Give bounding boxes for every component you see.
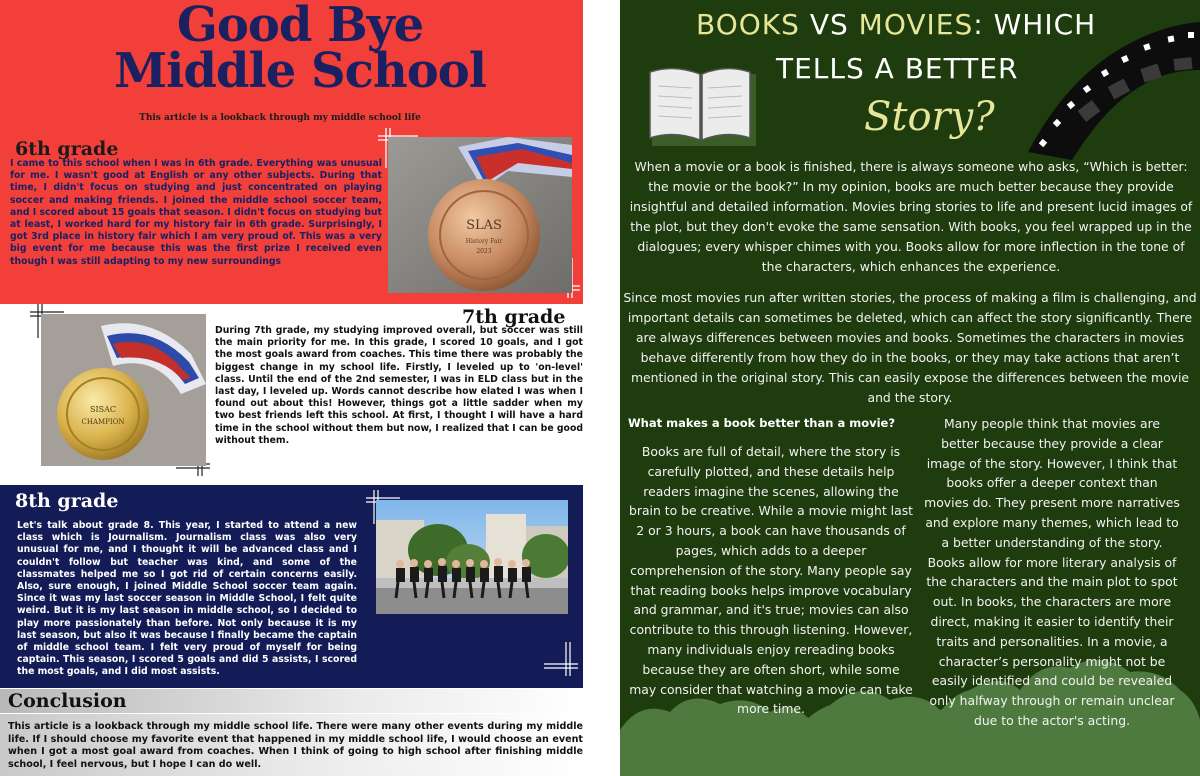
subtitle: This article is a lookback through my middle school life	[139, 113, 421, 123]
title-which: : WHICH	[973, 8, 1097, 41]
section-question-heading: What makes a book better than a movie?	[628, 416, 896, 430]
medal-text-slas: SLAS	[466, 218, 502, 233]
title-line-1: Good Bye	[176, 0, 424, 53]
film-strip-icon	[1010, 0, 1200, 160]
conclusion-heading: Conclusion	[8, 690, 127, 712]
intro-paragraph: When a movie or a book is finished, there is always someone who asks, “Which is better: the movie or the book?” In my opinion, books are much better because they provide insightful and detailed information. Movies bring stories to life and present lucid images of the plot, but they don't evoke the same sensation. With books, you feel wrapped up in the dialogues; every whisper chimes with you. Books allow for more inflection in the tone of the characters, which enhances the experience.	[629, 159, 1193, 274]
article-title-story: Story?	[864, 94, 995, 140]
history-fair-medal-photo	[388, 137, 572, 293]
second-paragraph: Since most movies run after written stories, the process of making a film is challenging, and important details can sometimes be deleted, which can affect the story significantly. There are always differences between movies and books. Sometimes the characters in movies behave differently from how they do in the books, or they may take actions that aren’t mentioned in the original story. This can easily expose the differences between the movie and the story.	[623, 290, 1197, 405]
grade6-text: I came to this school when I was in 6th grade. Everything was unusual for me. I wasn't good at English or any other subjects. During that time, I didn't focus on studying and just concentrated on playing soccer and making friends. I joined the middle school soccer team, and I scored about 15 goals that season. I didn't focus on studying but at least, I worked hard for my history fair in 6th grade. Surprisingly, I got 3rd place in history fair which I am very proud of. This was a very big event for me because this was the first prize I received even though I was still adapting to my new surroundings	[10, 158, 382, 267]
grade8-text: Let's talk about grade 8. This year, I started to attend a new class which is Journalism. Journalism class was also very unusual for me, and I thought it will be advanced class and I couldn't follow but teacher was kind, and some of the classmates helped me so I got rid of certain concerns easily. Also, sure enough, I joined Middle School soccer team again. Since it was my last soccer season in Middle School, I felt quite weird. But it is my last season in middle school, so I decided to play more passionately than before. Not only because it is my last season, but also it was because I finally became the captain of middle school team. I felt very proud of myself for being captain. This season, I scored 5 goals and did 5 assists, I scored the most goals, and I did most assists.	[17, 520, 357, 678]
open-book-icon	[646, 64, 758, 146]
medal-text-champion: CHAMPION	[81, 418, 125, 426]
title-movies: MOVIES	[858, 8, 974, 41]
right-page	[620, 0, 1200, 776]
title-vs: VS	[799, 8, 859, 41]
medal-text-history-fair: History Fair	[465, 238, 503, 245]
soccer-team-photo	[376, 500, 568, 614]
page-title	[0, 0, 600, 99]
grade7-heading: 7th grade	[462, 306, 566, 328]
grade8-heading: 8th grade	[15, 490, 119, 512]
title-line-2: Middle School	[113, 43, 487, 99]
grade7-text: During 7th grade, my studying improved overall, but soccer was still the main priority for me. In this grade, I scored 10 goals, and I got the most goals award from coaches. This time there was probably the biggest change in my school life. Firstly, I leveled up to 'on-level' class. Until the end of the 2nd semester, I was in ELD class but in the last day, I leveled up. Words cannot describe how elated I was when I found out about this! However, things got a little sadder when my two best friends left this school. At first, I thought I will have a hard time in the school without them but now, I realized that I can be good without them.	[215, 325, 583, 446]
grade6-heading: 6th grade	[15, 138, 119, 160]
medal-text-sisac: SISAC	[89, 405, 117, 414]
article-title-line-2: TELLS A BETTER	[776, 52, 1019, 85]
title-books: BOOKS	[696, 8, 800, 41]
conclusion-text: This article is a lookback through my middle school life. There were many other events during my middle life. If I should choose my favorite event that happened in my middle school life, I would choose an event when I got a most goal award from coaches. When I think of going to high school after finishing middle school, I feel nervous, but I hope I can do well.	[8, 721, 583, 770]
right-column-text-1: Many people think that movies are better because they provide a clear image of the story. However, I think that books offer a deeper context than movies do. They present more narratives and explore many themes, which lead to a better understanding of the story.	[924, 416, 1180, 550]
medal-text-year: 2023	[476, 248, 492, 255]
left-column-text: Books are full of detail, where the story is carefully plotted, and these details help readers imagine the scenes, allowing the brain to be creative. While a movie might last 2 or 3 hours, a book can have thousands of pages, which adds to a deeper comprehension of the story. Many people say that reading books helps improve vocabulary and grammar, and it's true; movies can also contribute to this through listening. However, many individuals enjoy rereading books because they are often short, while some may consider that watching a movie can take more time.	[628, 444, 914, 717]
champion-medal-photo	[41, 314, 206, 466]
team-photo-illustration	[376, 500, 568, 614]
right-column-text-2: Books allow for more literary analysis of the characters and the main plot to spot out. In books, the characters are more direct, making it easier to identify their traits and personalities. In a movie, a character’s personality might not be easily identified and could be revealed only halfway through or remain unclear due to the actor's acting.	[926, 554, 1178, 728]
right-column	[924, 414, 1180, 731]
bronze-medal-icon	[388, 137, 572, 293]
gold-medal-icon	[41, 314, 206, 466]
